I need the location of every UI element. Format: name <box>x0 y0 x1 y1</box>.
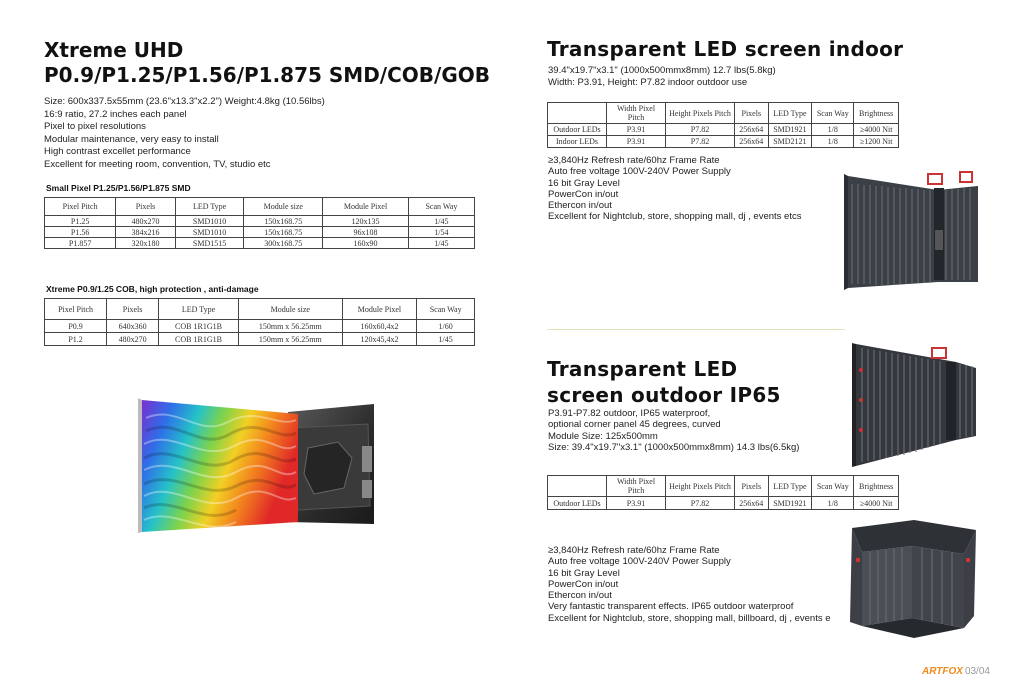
table-cell: 1/45 <box>408 216 474 227</box>
table-cell: 150x168.75 <box>244 216 323 227</box>
table-cell: Outdoor LEDs <box>548 497 607 510</box>
table-cell: 480x270 <box>116 216 176 227</box>
table-header-cell: Brightness <box>854 476 899 497</box>
table-cell: 150x168.75 <box>244 227 323 238</box>
table-cell: 160x90 <box>323 238 409 249</box>
table-row <box>548 136 899 148</box>
table-header-cell: LED Type <box>768 103 812 124</box>
table-cell: 150mm x 56.25mm <box>238 320 342 333</box>
table-cell: SMD1515 <box>175 238 244 249</box>
outdoor-title-line2: screen outdoor IP65 <box>547 383 781 407</box>
list-item: Modular maintenance, very easy to install <box>44 133 219 145</box>
table-header-cell: LED Type <box>175 198 244 216</box>
table-header-cell: Pixel Pitch <box>45 198 116 216</box>
table-header-cell: Height Pixels Pitch <box>666 476 735 497</box>
list-item: Ethercon in/out <box>548 590 612 602</box>
table-cell: 1/54 <box>408 227 474 238</box>
table-header-cell: Module Pixel <box>323 198 409 216</box>
table-cell: SMD1921 <box>768 497 812 510</box>
page-number: 03/04 <box>964 666 990 677</box>
table-cell: P3.91 <box>607 136 666 148</box>
table-cell: 96x108 <box>323 227 409 238</box>
table-cell: 1/60 <box>417 320 475 333</box>
left-feature-list <box>44 96 325 172</box>
indoor-sub-lines <box>548 65 776 88</box>
table-row <box>45 227 475 238</box>
section-divider <box>547 329 845 330</box>
table-header-cell: LED Type <box>768 476 812 497</box>
table-row <box>45 238 475 249</box>
smd-table <box>44 197 475 249</box>
table-cell: P3.91 <box>607 124 666 136</box>
list-item: Auto free voltage 100V-240V Power Supply <box>548 166 731 178</box>
table-header-cell: Brightness <box>854 103 899 124</box>
list-item: optional corner panel 45 degrees, curved <box>548 419 721 431</box>
table-row <box>45 320 475 333</box>
table-cell: 160x60,4x2 <box>342 320 417 333</box>
left-title-line1: Xtreme UHD <box>44 38 184 62</box>
table-cell: P0.9 <box>45 320 107 333</box>
table-header-cell: Module size <box>238 299 342 320</box>
indoor-table <box>547 102 899 148</box>
list-item: Excellent for Nightclub, store, shopping mall, billboard, dj , events e <box>548 612 831 624</box>
list-item: PowerCon in/out <box>548 188 619 200</box>
footer <box>922 666 990 677</box>
cob-table <box>44 298 475 346</box>
list-item: 39.4"x19.7"x3.1" (1000x500mmx8mm) 12.7 lbs(5.8kg) <box>548 65 776 76</box>
table-cell: 1/8 <box>812 136 854 148</box>
left-title-line2: P0.9/P1.25/P1.56/P1.875 SMD/COB/GOB <box>44 63 490 87</box>
list-item: Ethercon in/out <box>548 200 612 212</box>
list-item: 16 bit Gray Level <box>548 567 620 579</box>
cob-heading: Xtreme P0.9/1.25 COB, high protection , anti-damage <box>46 284 259 294</box>
outdoor-sub-lines <box>548 408 799 454</box>
table-cell: P3.91 <box>607 497 666 510</box>
list-item: Excellent for meeting room, convention, TV, studio etc <box>44 158 271 170</box>
table-header-cell: Pixels <box>735 103 769 124</box>
smd-heading: Small Pixel P1.25/P1.56/P1.875 SMD <box>46 183 191 193</box>
table-header-cell: LED Type <box>159 299 239 320</box>
list-item: Module Size: 125x500mm <box>548 430 658 442</box>
table-header-cell: Height Pixels Pitch <box>666 103 735 124</box>
list-item: Pixel to pixel resolutions <box>44 121 146 133</box>
table-cell: SMD1010 <box>175 216 244 227</box>
outdoor-cube-screen-image <box>842 518 980 640</box>
table-header-cell: Width Pixel Pitch <box>607 103 666 124</box>
table-cell: P1.857 <box>45 238 116 249</box>
table-cell: 300x168.75 <box>244 238 323 249</box>
table-cell: 120x135 <box>323 216 409 227</box>
table-header-row <box>548 103 899 124</box>
table-header-cell: Module Pixel <box>342 299 417 320</box>
list-item: Size: 39.4"x19.7"x3.1" (1000x500mmx8mm) 14.3 lbs(6.5kg) <box>548 442 800 454</box>
table-cell: ≥1200 Nit <box>854 136 899 148</box>
table-row <box>45 333 475 346</box>
table-header-cell: Width Pixel Pitch <box>607 476 666 497</box>
table-cell: 1/8 <box>812 124 854 136</box>
indoor-feature-list <box>548 155 801 223</box>
table-cell: SMD1010 <box>175 227 244 238</box>
table-cell: 256x64 <box>735 124 769 136</box>
table-cell: 1/8 <box>812 497 854 510</box>
table-cell: 480x270 <box>107 333 159 346</box>
table-cell: COB 1R1G1B <box>159 320 239 333</box>
xtreme-uhd-panel-image <box>138 398 378 533</box>
table-cell: Indoor LEDs <box>548 136 607 148</box>
table-header-cell: Pixels <box>116 198 176 216</box>
table-cell: 640x360 <box>107 320 159 333</box>
table-cell: 150mm x 56.25mm <box>238 333 342 346</box>
table-cell: 120x45,4x2 <box>342 333 417 346</box>
outdoor-feature-list <box>548 545 831 624</box>
table-header-cell <box>548 103 607 124</box>
list-item: P3.91-P7.82 outdoor, IP65 waterproof, <box>548 408 711 419</box>
table-row <box>548 124 899 136</box>
indoor-transparent-screen-image <box>842 170 980 292</box>
table-header-cell: Pixels <box>735 476 769 497</box>
table-header-cell: Pixels <box>107 299 159 320</box>
table-cell: P1.2 <box>45 333 107 346</box>
table-cell: P7.82 <box>666 136 735 148</box>
list-item: PowerCon in/out <box>548 578 619 590</box>
table-cell: Outdoor LEDs <box>548 124 607 136</box>
outdoor-transparent-screen-image <box>852 340 978 468</box>
table-header-cell: Scan Way <box>417 299 475 320</box>
table-header-cell: Scan Way <box>812 103 854 124</box>
list-item: Very fantastic transparent effects. IP65 outdoor waterproof <box>548 601 794 613</box>
table-cell: 1/45 <box>417 333 475 346</box>
list-item: High contrast excellet performance <box>44 146 191 158</box>
table-cell: 256x64 <box>735 497 769 510</box>
table-header-cell <box>548 476 607 497</box>
table-cell: 1/45 <box>408 238 474 249</box>
indoor-title: Transparent LED screen indoor <box>547 37 904 61</box>
table-cell: ≥4000 Nit <box>854 497 899 510</box>
table-row <box>45 216 475 227</box>
list-item: 16 bit Gray Level <box>548 177 620 189</box>
table-cell: 384x216 <box>116 227 176 238</box>
table-header-cell: Pixel Pitch <box>45 299 107 320</box>
list-item: ≥3,840Hz Refresh rate/60hz Frame Rate <box>548 155 720 166</box>
table-row <box>548 497 899 510</box>
table-cell: P1.56 <box>45 227 116 238</box>
table-header-cell: Scan Way <box>812 476 854 497</box>
outdoor-table <box>547 475 899 510</box>
table-cell: P7.82 <box>666 124 735 136</box>
table-header-row <box>548 476 899 497</box>
list-item: 16:9 ratio, 27.2 inches each panel <box>44 108 187 120</box>
table-cell: COB 1R1G1B <box>159 333 239 346</box>
outdoor-title-line1: Transparent LED <box>547 357 738 381</box>
table-cell: SMD2121 <box>768 136 812 148</box>
list-item: Size: 600x337.5x55mm (23.6"x13.3"x2.2") Weight:4.8kg (10.56lbs) <box>44 96 325 107</box>
artfox-logo: ARTFOX <box>922 666 963 677</box>
table-header-row <box>45 198 475 216</box>
list-item: Excellent for Nightclub, store, shopping mall, dj , events etcs <box>548 211 802 223</box>
table-header-cell: Scan Way <box>408 198 474 216</box>
table-cell: 256x64 <box>735 136 769 148</box>
list-item: ≥3,840Hz Refresh rate/60hz Frame Rate <box>548 545 720 556</box>
table-cell: P7.82 <box>666 497 735 510</box>
table-cell: 320x180 <box>116 238 176 249</box>
list-item: Auto free voltage 100V-240V Power Supply <box>548 556 731 568</box>
table-cell: P1.25 <box>45 216 116 227</box>
list-item: Width: P3.91, Height: P7.82 indoor outdoor use <box>548 76 748 88</box>
table-header-row <box>45 299 475 320</box>
table-header-cell: Module size <box>244 198 323 216</box>
table-cell: ≥4000 Nit <box>854 124 899 136</box>
table-cell: SMD1921 <box>768 124 812 136</box>
